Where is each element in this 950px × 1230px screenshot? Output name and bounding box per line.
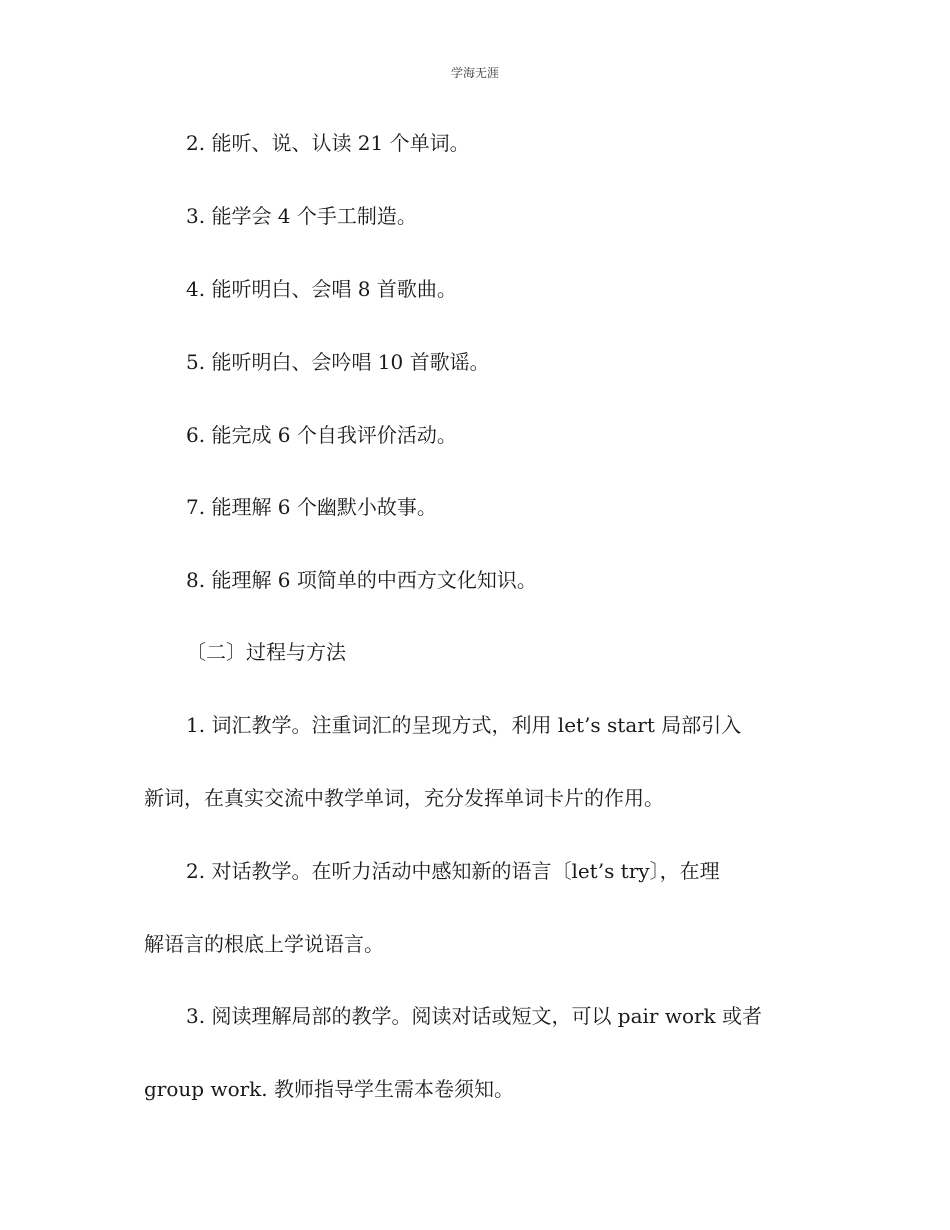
paragraph-line: 解语言的根底上学说语言。 [144, 932, 384, 956]
objective-item: 8. 能理解 6 项简单的中西方文化知识。 [186, 568, 537, 592]
paragraph-line: group work. 教师指导学生需本卷须知。 [144, 1077, 514, 1101]
section-heading: 〔二〕过程与方法 [186, 640, 346, 664]
paragraph-line: 新词，在真实交流中教学单词，充分发挥单词卡片的作用。 [144, 786, 664, 810]
objective-item: 3. 能学会 4 个手工制造。 [186, 204, 417, 228]
objective-item: 2. 能听、说、认读 21 个单词。 [186, 131, 470, 155]
objective-item: 5. 能听明白、会吟唱 10 首歌谣。 [186, 350, 490, 374]
objective-item: 4. 能听明白、会唱 8 首歌曲。 [186, 277, 457, 301]
paragraph-line: 2. 对话教学。在听力活动中感知新的语言〔let’s try〕，在理 [186, 859, 720, 883]
objective-item: 6. 能完成 6 个自我评价活动。 [186, 423, 457, 447]
paragraph-line: 1. 词汇教学。注重词汇的呈现方式，利用 let’s start 局部引入 [186, 713, 742, 737]
objective-item: 7. 能理解 6 个幽默小故事。 [186, 495, 437, 519]
page-header: 学海无涯 [450, 66, 499, 80]
paragraph-line: 3. 阅读理解局部的教学。阅读对话或短文，可以 pair work 或者 [186, 1004, 763, 1028]
